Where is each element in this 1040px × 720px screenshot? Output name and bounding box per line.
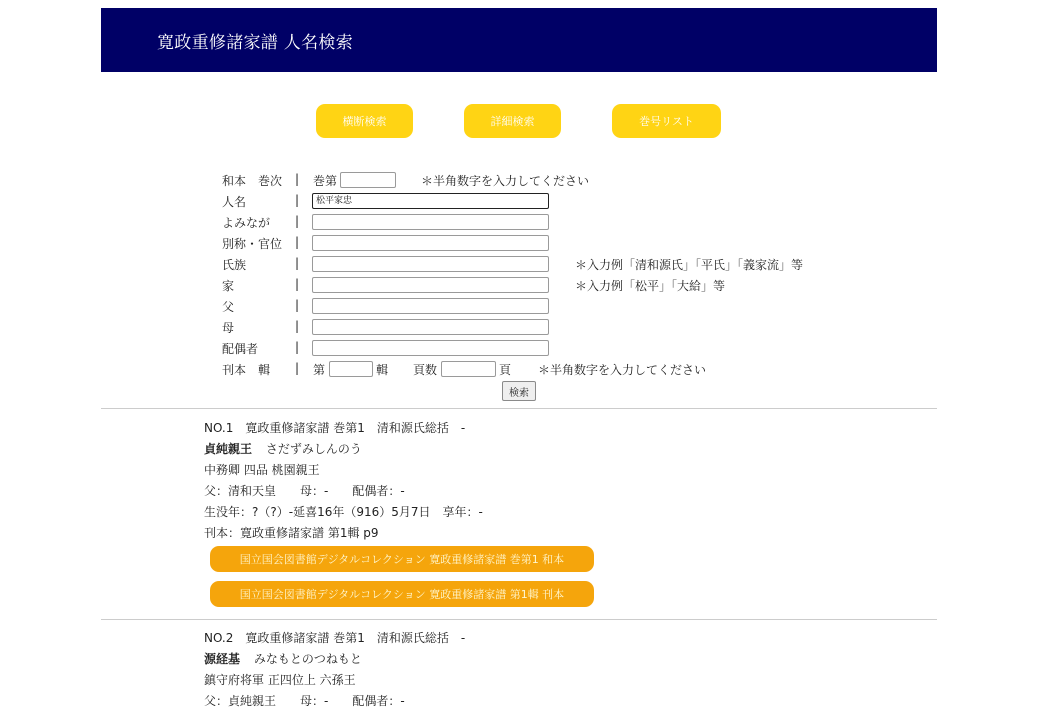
ndl-link-kanpon[interactable]: 国立国会図書館デジタルコレクション 寛政重修諸家譜 第1輯 刊本	[210, 581, 594, 607]
result-name: 源経基	[204, 652, 241, 666]
house-note: ＊入力例「松平」「大給」等	[575, 279, 726, 293]
print-note: ＊半角数字を入力してください	[538, 363, 707, 377]
separator: |	[295, 277, 300, 291]
print-label: 刊本 輯	[222, 363, 271, 377]
separator: |	[295, 193, 300, 207]
clan-note: ＊入力例「清和源氏」「平氏」「義家流」等	[575, 258, 804, 272]
cross-search-button[interactable]: 横断検索	[316, 104, 413, 138]
separator: |	[295, 340, 300, 354]
separator: |	[295, 214, 300, 228]
yominaga-label: よみなが	[222, 216, 271, 230]
ndl-link-washon[interactable]: 国立国会図書館デジタルコレクション 寛政重修諸家譜 巻第1 和本	[210, 546, 594, 572]
result-title: 鎮守府将軍 正四位上 六孫王	[204, 673, 356, 687]
page-header	[101, 8, 937, 72]
result-name-row	[204, 650, 362, 667]
volume-prefix: 巻第	[313, 174, 338, 188]
result-family: 父：清和天皇 母：- 配偶者：-	[204, 484, 405, 498]
father-input[interactable]	[312, 298, 549, 314]
alias-input[interactable]	[312, 235, 549, 251]
separator: |	[295, 235, 300, 249]
page-title: 寛政重修諸家譜 人名検索	[157, 33, 354, 53]
print-page-input[interactable]	[441, 361, 496, 377]
mother-label: 母	[222, 321, 235, 335]
spouse-label: 配偶者	[222, 342, 259, 356]
result-print: 刊本：寛政重修諸家譜 第1輯 p9	[204, 526, 379, 540]
print-volume-input[interactable]	[329, 361, 373, 377]
separator: |	[295, 298, 300, 312]
house-label: 家	[222, 279, 235, 293]
result-title: 中務卿 四品 桃園親王	[204, 463, 320, 477]
separator: |	[295, 361, 300, 375]
result-dates: 生没年：?（?）-延喜16年（916）5月7日 享年：-	[204, 505, 483, 519]
result-header: NO.2 寛政重修諸家譜 巻第1 清和源氏総括 -	[204, 631, 466, 645]
separator: |	[295, 172, 300, 186]
mother-input[interactable]	[312, 319, 549, 335]
volume-note: ＊半角数字を入力してください	[421, 174, 590, 188]
divider	[101, 408, 937, 409]
volume-input[interactable]	[340, 172, 396, 188]
alias-label: 別称・官位	[222, 237, 283, 251]
result-family: 父：貞純親王 母：- 配偶者：-	[204, 694, 405, 708]
result-reading: みなもとのつねもと	[253, 652, 362, 666]
print-page-suffix: 頁	[499, 363, 512, 377]
result-name: 貞純親王	[204, 442, 253, 456]
name-label: 人名	[222, 195, 247, 209]
yominaga-input[interactable]	[312, 214, 549, 230]
print-dai: 第	[313, 363, 326, 377]
divider	[101, 619, 937, 620]
volume-label: 和本 巻次	[222, 174, 283, 188]
separator: |	[295, 319, 300, 333]
volume-list-button[interactable]: 巻号リスト	[612, 104, 721, 138]
print-shu: 輯	[376, 363, 389, 377]
search-button[interactable]: 検索	[502, 381, 536, 401]
detail-search-button[interactable]: 詳細検索	[464, 104, 561, 138]
spouse-input[interactable]	[312, 340, 549, 356]
clan-input[interactable]	[312, 256, 549, 272]
house-input[interactable]	[312, 277, 549, 293]
father-label: 父	[222, 300, 235, 314]
print-page-label: 頁数	[413, 363, 438, 377]
result-header: NO.1 寛政重修諸家譜 巻第1 清和源氏総括 -	[204, 421, 466, 435]
clan-label: 氏族	[222, 258, 247, 272]
result-reading: さだずみしんのう	[265, 442, 362, 456]
separator: |	[295, 256, 300, 270]
name-input[interactable]	[312, 193, 549, 209]
result-name-row	[204, 440, 362, 457]
